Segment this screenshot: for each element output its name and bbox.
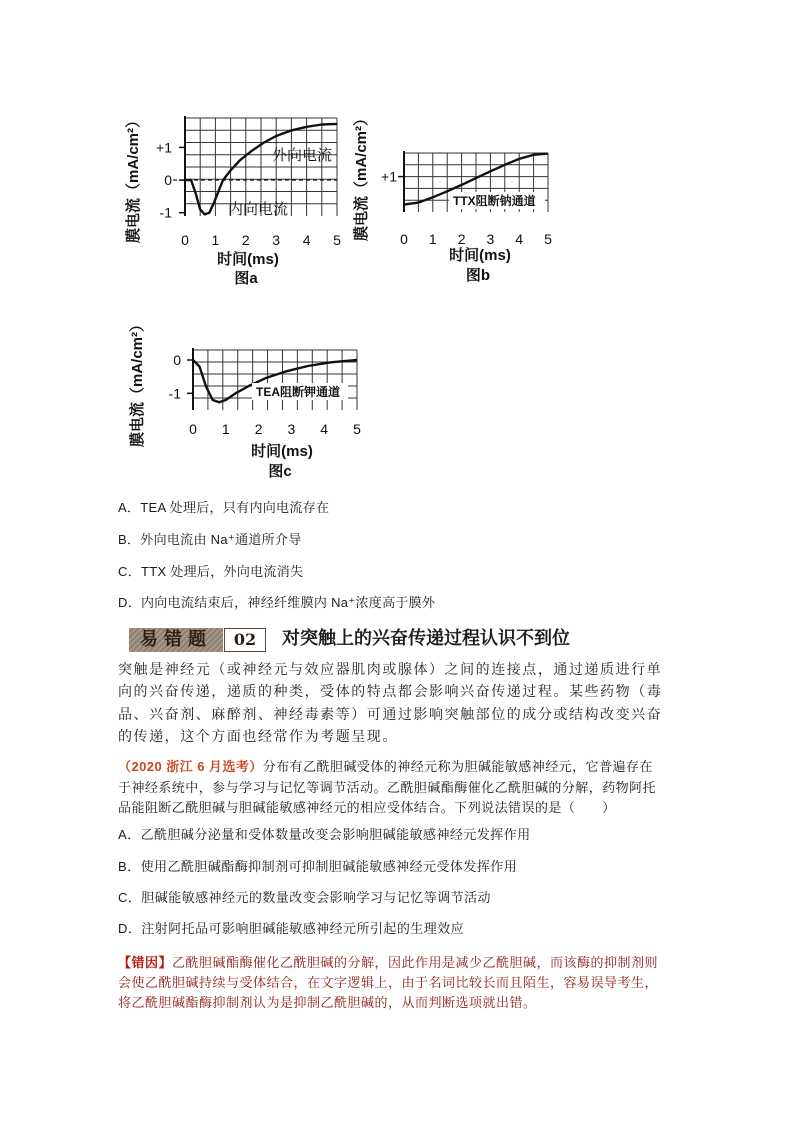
x-axis-title: 时间(ms)	[449, 247, 511, 264]
option-d: D．注射阿托品可影响胆碱能敏感神经元所引起的生理效应	[118, 921, 465, 936]
question-source: （2020 浙江 6 月选考）	[118, 759, 263, 774]
question-line: 品能阻断乙酰胆碱与胆碱能敏感神经元的相应受体结合。下列说法错误的是（ ）	[118, 800, 616, 815]
y-tick-label: +1	[381, 168, 397, 185]
chart-a	[124, 113, 341, 287]
intro-line: 品、兴奋剂、麻醉剂、神经毒素等）可通过影响突触部位的成分或结构改变兴奋	[118, 707, 663, 723]
intro-line: 突触是神经元（或神经元与效应器肌肉或腺体）之间的连接点，通过递质进行单	[118, 662, 663, 678]
chart-c	[128, 317, 361, 480]
x-tick-label: 5	[544, 231, 552, 247]
option-d: D．内向电流结束后，神经纤维膜内 Na⁺浓度高于膜外	[118, 595, 436, 610]
x-tick-label: 4	[302, 232, 311, 248]
x-tick-label: 4	[515, 231, 524, 247]
x-tick-label: 2	[457, 231, 466, 247]
y-tick-label: -1	[159, 204, 172, 221]
intro-line: 的传递，这个方面也经常作为考题呈现。	[118, 729, 398, 745]
x-tick-label: 1	[428, 231, 437, 247]
error-line	[118, 953, 658, 973]
x-tick-label: 5	[353, 421, 361, 437]
option-c: C．胆碱能敏感神经元的数量改变会影响学习与记忆等调节活动	[118, 890, 491, 905]
x-tick-label: 2	[241, 232, 250, 248]
y-axis-title: 膜电流（mA/cm²）	[353, 110, 370, 242]
x-tick-label: 0	[181, 232, 189, 248]
option-a: A．乙酰胆碱分泌量和受体数量改变会影响胆碱能敏感神经元发挥作用	[118, 827, 531, 842]
error-text: 乙酰胆碱酯酶催化乙酰胆碱的分解，因此作用是减少乙酰胆碱，而该酶的抑制剂则	[172, 955, 659, 970]
section-tag: 易错题	[129, 628, 223, 652]
x-tick-label: 3	[272, 232, 281, 248]
annotation-label: 内向电流	[228, 201, 289, 218]
option-c: C．TTX 处理后，外向电流消失	[118, 564, 304, 579]
x-tick-label: 4	[320, 421, 329, 437]
x-tick-label: 5	[333, 232, 341, 248]
x-tick-label: 0	[189, 421, 197, 437]
figure-caption: 图b	[465, 267, 491, 284]
annotation-label: TTX阻断钠通道	[453, 194, 536, 208]
chart-b	[352, 111, 552, 284]
y-axis-title: 膜电流（mA/cm²）	[129, 316, 146, 448]
annotation-label: 外向电流	[272, 147, 333, 164]
figure-charts	[0, 0, 794, 490]
intro-line: 向的兴奋传递，递质的种类，受体的特点都会影响兴奋传递过程。某些药物（毒	[118, 684, 663, 700]
annotation-label: TEA阻断钾通道	[256, 385, 341, 399]
figure-caption: 图a	[234, 270, 258, 287]
y-axis-title: 膜电流（mA/cm²）	[125, 112, 142, 244]
question-line: 于神经系统中，参与学习与记忆等调节活动。乙酰胆碱酯酶催化乙酰胆碱的分解，药物阿托	[118, 780, 657, 795]
x-axis-title: 时间(ms)	[217, 251, 279, 268]
x-tick-label: 1	[211, 232, 220, 248]
question-text: 分布有乙酰胆碱受体的神经元称为胆碱能敏感神经元，它普遍存在	[262, 759, 653, 774]
error-line: 将乙酰胆碱酯酶抑制剂认为是抑制乙酰胆碱的，从而判断选项就出错。	[118, 995, 537, 1010]
y-tick-label: 0	[173, 352, 181, 368]
figure-caption: 图c	[268, 463, 292, 480]
y-tick-label: -1	[168, 385, 181, 402]
option-b: B．外向电流由 Na⁺通道所介导	[118, 532, 302, 547]
y-tick-label: +1	[156, 139, 172, 156]
section-title: 对突触上的兴奋传递过程认识不到位	[282, 628, 570, 649]
y-tick-label: 0	[164, 172, 172, 189]
x-tick-label: 3	[486, 231, 495, 247]
error-tag: 【错因】	[118, 955, 173, 970]
option-a: A．TEA 处理后，只有内向电流存在	[118, 500, 330, 515]
x-tick-label: 3	[287, 421, 296, 437]
x-tick-label: 0	[400, 231, 408, 247]
question-line	[118, 757, 653, 777]
x-tick-label: 1	[221, 421, 230, 437]
error-line: 会使乙酰胆碱持续与受体结合，在文字逻辑上，由于名词比较长而且陌生，容易误导考生，	[118, 975, 659, 990]
x-axis-title: 时间(ms)	[251, 443, 313, 460]
section-number: 02	[224, 628, 266, 652]
option-b: B．使用乙酰胆碱酯酶抑制剂可抑制胆碱能敏感神经元受体发挥作用	[118, 859, 518, 874]
x-tick-label: 2	[254, 421, 263, 437]
